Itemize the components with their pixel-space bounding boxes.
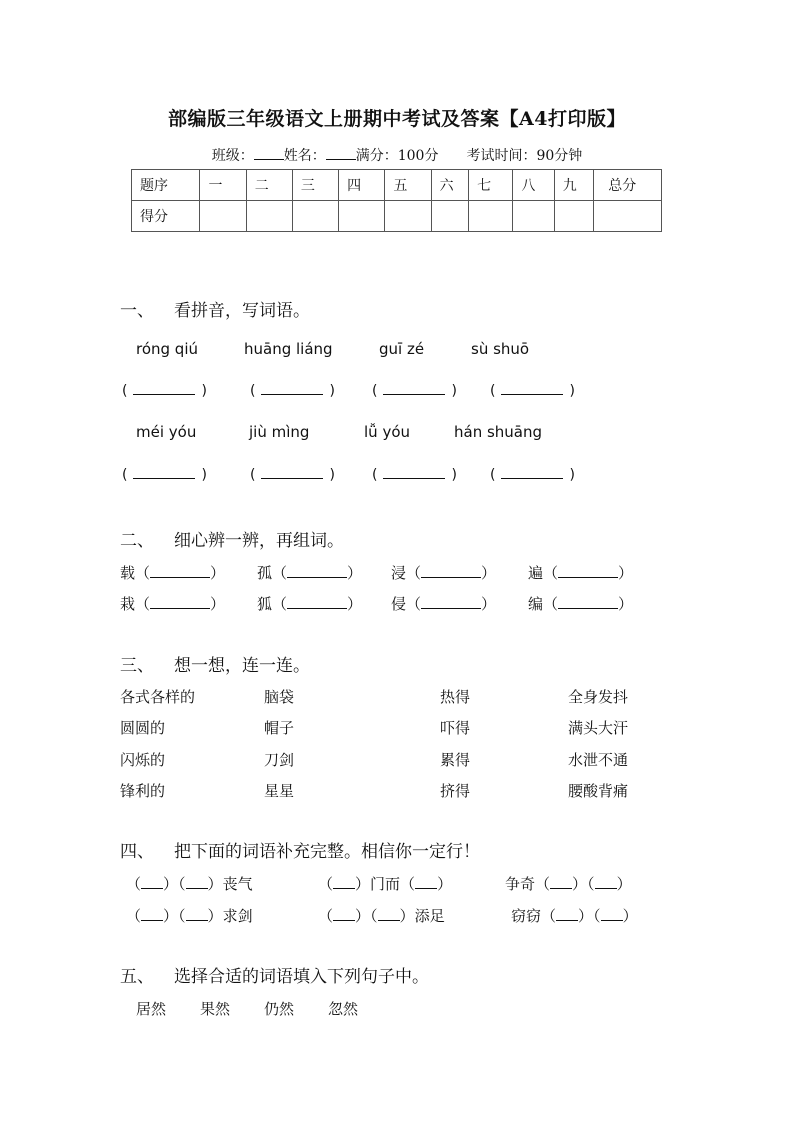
match-item[interactable]: 圆圆的 [120,719,166,737]
word-option: 居然 [136,1000,167,1018]
match-item[interactable]: 闪烁的 [120,751,166,769]
match-item[interactable]: 吓得 [440,719,471,737]
section-number: 四、 [120,842,154,862]
match-item[interactable]: 帽子 [264,719,295,737]
table-cell: 五 [385,170,431,201]
table-cell: 四 [339,170,385,201]
pinyin: lǚ yóu [364,423,411,441]
table-cell: 九 [554,170,593,201]
match-item[interactable]: 水泄不通 [568,751,629,769]
exam-info [0,145,794,165]
match-item[interactable]: 刀剑 [264,751,295,769]
section-1-heading [120,296,310,321]
word-group-item[interactable]: 编（ ） [528,595,634,613]
table-cell: 七 [469,170,513,201]
answer-blank[interactable]: ( ) [122,383,207,399]
score-cell[interactable] [554,201,593,232]
pinyin: jiù mìng [249,423,310,441]
class-blank[interactable] [254,145,284,160]
score-cell[interactable] [200,201,246,232]
answer-blank[interactable]: ( ) [122,467,207,483]
table-cell: 一 [200,170,246,201]
table-cell: 二 [246,170,292,201]
match-item[interactable]: 各式各样的 [120,688,196,706]
page-title: 部编版三年级语文上册期中考试及答案【A4打印版】 [168,108,626,130]
pinyin: guī zé [379,340,425,358]
idiom-fill-item[interactable]: （ ）（ ）求剑 [126,907,253,925]
score-table-score-row [132,201,662,232]
exam-time: 考试时间：90分钟 [466,148,583,164]
table-cell: 总分 [594,170,662,201]
pinyin: róng qiú [136,340,199,358]
score-cell[interactable] [594,201,662,232]
full-score: 满分：100分 [355,148,439,164]
section-2-heading [120,526,344,551]
score-cell[interactable] [246,201,292,232]
word-group-item[interactable]: 栽（ ） [120,595,226,613]
word-group-item[interactable]: 孤（ ） [257,564,363,582]
match-item[interactable]: 脑袋 [264,688,295,706]
word-option: 忽然 [328,1000,359,1018]
pinyin: méi yóu [136,423,197,441]
table-cell: 六 [431,170,469,201]
answer-blank[interactable]: ( ) [250,467,335,483]
word-group-item[interactable]: 狐（ ） [257,595,363,613]
section-title: 把下面的词语补充完整。相信你一定行！ [174,842,480,862]
name-label: 姓名： [283,148,326,164]
section-number: 二、 [120,531,154,551]
table-cell: 三 [292,170,338,201]
pinyin: hán shuāng [454,423,543,441]
section-title: 细心辨一辨，再组词。 [174,531,344,551]
section-4-heading [120,837,480,862]
match-item[interactable]: 全身发抖 [568,688,629,706]
section-number: 一、 [120,301,154,321]
word-option: 果然 [200,1000,231,1018]
answer-blank[interactable]: ( ) [372,383,457,399]
section-3-heading [120,651,310,676]
idiom-fill-item[interactable]: 争奇（ ）（ ） [505,875,632,893]
table-cell: 得分 [132,201,200,232]
word-group-item[interactable]: 载（ ） [120,564,226,582]
table-cell: 八 [513,170,554,201]
match-item[interactable]: 挤得 [440,782,471,800]
score-cell[interactable] [339,201,385,232]
pinyin: huāng liáng [244,340,333,358]
match-item[interactable]: 累得 [440,751,471,769]
score-cell[interactable] [385,201,431,232]
name-blank[interactable] [326,145,356,160]
answer-blank[interactable]: ( ) [372,467,457,483]
pinyin: sù shuō [471,340,530,358]
match-item[interactable]: 热得 [440,688,471,706]
score-table-header-row [132,170,662,201]
match-item[interactable]: 满头大汗 [568,719,629,737]
word-group-item[interactable]: 遍（ ） [528,564,634,582]
match-item[interactable]: 腰酸背痛 [568,782,629,800]
class-label: 班级： [211,148,254,164]
answer-blank[interactable]: ( ) [490,383,575,399]
answer-blank[interactable]: ( ) [250,383,335,399]
table-cell: 题序 [132,170,200,201]
match-item[interactable]: 锋利的 [120,782,166,800]
score-cell[interactable] [513,201,554,232]
word-group-item[interactable]: 浸（ ） [391,564,497,582]
idiom-fill-item[interactable]: 窃窃（ ）（ ） [511,907,638,925]
idiom-fill-item[interactable]: （ ）门而（ ） [318,875,453,893]
match-item[interactable]: 星星 [264,782,295,800]
word-option: 仍然 [264,1000,295,1018]
word-group-item[interactable]: 侵（ ） [391,595,497,613]
idiom-fill-item[interactable]: （ ）（ ）丧气 [126,875,253,893]
score-cell[interactable] [469,201,513,232]
idiom-fill-item[interactable]: （ ）（ ）添足 [318,907,445,925]
section-title: 想一想，连一连。 [174,656,310,676]
section-number: 五、 [120,967,154,987]
answer-blank[interactable]: ( ) [490,467,575,483]
section-5-heading [120,962,429,987]
section-number: 三、 [120,656,154,676]
score-table [131,169,662,232]
score-cell[interactable] [431,201,469,232]
section-title: 看拼音，写词语。 [174,301,310,321]
section-title: 选择合适的词语填入下列句子中。 [174,967,429,987]
score-cell[interactable] [292,201,338,232]
